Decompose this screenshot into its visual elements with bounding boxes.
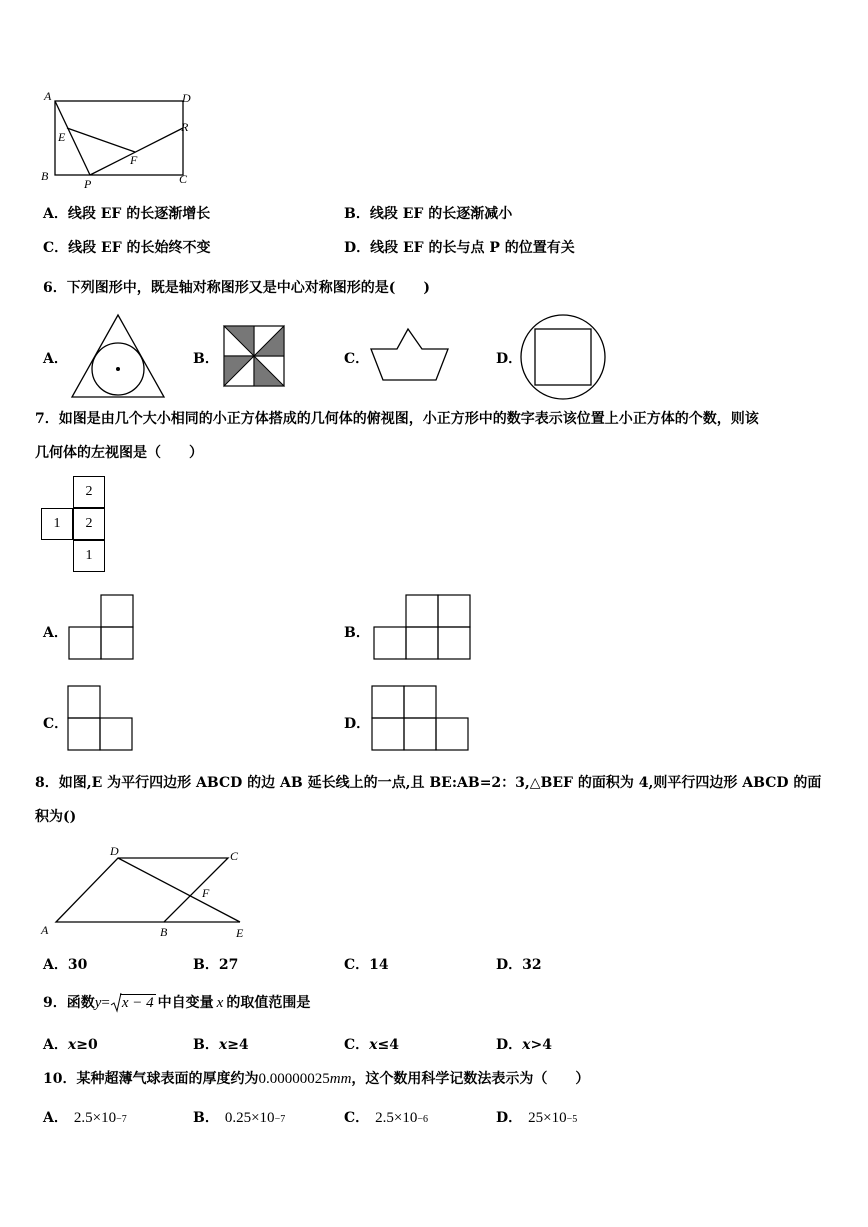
q9-radical <box>110 996 156 1011</box>
q9-stem-suffix-2: 的取值范围是 <box>226 995 311 1011</box>
q8-parallelogram-figure <box>38 840 258 942</box>
q5-rectangle-svg <box>38 86 198 192</box>
q6-option-c-letter: C． <box>344 351 370 367</box>
left-view-d-icon <box>371 685 469 751</box>
option-value: 32 <box>522 957 542 973</box>
label-f: F <box>202 886 210 900</box>
q10-option-a <box>43 1111 127 1126</box>
option-letter: A． <box>43 206 68 222</box>
segment-pr <box>90 128 183 175</box>
q6-figure-c <box>370 326 450 386</box>
option-text: 线段 EF 的长逐渐增长 <box>67 206 211 222</box>
label-a: A <box>44 89 52 103</box>
boat-icon <box>370 326 450 382</box>
option-letter: D． <box>496 957 523 973</box>
option-value: 14 <box>369 957 389 973</box>
sqrt-icon <box>110 993 122 1013</box>
q9-option-c <box>344 1038 399 1052</box>
option-letter: B． <box>193 1110 219 1126</box>
q10-stem-suffix: ，这个数用科学记数法表示为（ ） <box>351 1071 590 1087</box>
option-var: x <box>522 1037 531 1053</box>
q10-stem <box>43 1072 589 1087</box>
q5-option-b <box>344 207 512 221</box>
option-exponent: −7 <box>116 1114 127 1125</box>
left-view-a-icon <box>68 594 134 660</box>
q9-func-eq: = <box>101 995 110 1011</box>
left-view-b-icon <box>373 594 471 660</box>
option-rel: ≥4 <box>227 1037 249 1053</box>
q6-figure-a <box>70 314 166 404</box>
q6-option-a-letter: A． <box>43 351 68 367</box>
option-var: x <box>369 1037 378 1053</box>
q10-option-c <box>344 1111 428 1126</box>
grid-cell-center: 2 <box>73 508 105 540</box>
option-text: 线段 EF 的长与点 P 的位置有关 <box>370 240 575 256</box>
label-e: E <box>58 130 66 144</box>
label-f: F <box>130 153 138 167</box>
q6-option-d-letter: D． <box>496 351 523 367</box>
segment-de <box>118 858 240 922</box>
label-c: C <box>230 849 239 863</box>
option-rel: ≥0 <box>76 1037 98 1053</box>
q9-option-a <box>43 1038 98 1052</box>
q7-top-view-grid <box>41 476 107 574</box>
q6-option-b-letter: B． <box>193 351 219 367</box>
q7-stem-line2: 几何体的左视图是（ ） <box>35 445 203 461</box>
option-value: 27 <box>218 957 239 973</box>
q8-option-d <box>496 958 542 972</box>
option-letter: C． <box>43 240 69 256</box>
option-rel: >4 <box>530 1037 552 1053</box>
option-letter: C． <box>344 1110 370 1126</box>
label-e: E <box>236 926 244 940</box>
q8-stem-line1: 8．如图,E 为平行四边形 ABCD 的边 AB 延长线上的一点,且 BE:AB=2：3,△BEF 的面积为 4,则平行四边形 ABCD 的面 <box>35 775 822 791</box>
option-exponent: −5 <box>566 1114 578 1125</box>
triangle-circle-icon <box>70 314 166 400</box>
option-mantissa: 2.5×10 <box>375 1110 418 1126</box>
q7-stem-line1: 7．如图是由几个大小相同的小正方体搭成的几何体的俯视图，小正方形中的数字表示该位置上小正方体的个数，则该 <box>35 411 759 427</box>
label-a: A <box>41 923 49 937</box>
q5-option-d <box>344 241 575 255</box>
option-letter: D． <box>496 1110 523 1126</box>
q9-stem <box>43 996 310 1011</box>
option-text: 线段 EF 的长始终不变 <box>68 240 211 256</box>
option-exponent: −7 <box>274 1114 286 1125</box>
q7-figure-a <box>68 594 134 664</box>
option-letter: A． <box>43 1037 68 1053</box>
option-letter: D． <box>344 240 371 256</box>
grid-cell-top: 2 <box>73 476 105 508</box>
q8-parallelogram-svg <box>38 840 258 942</box>
q9-stem-prefix: 9．函数 <box>43 995 95 1011</box>
option-exponent: −6 <box>417 1114 429 1125</box>
label-d: D <box>110 844 119 858</box>
q9-var-x: x <box>216 995 224 1011</box>
label-c: C <box>179 172 188 186</box>
q7-option-c-letter: C． <box>43 716 69 732</box>
option-letter: A． <box>43 957 68 973</box>
label-p: P <box>84 177 92 191</box>
option-letter: A． <box>43 1110 68 1126</box>
option-rel: ≤4 <box>377 1037 399 1053</box>
left-view-c-icon <box>67 685 133 751</box>
q10-option-b <box>193 1111 285 1126</box>
q7-option-d-letter: D． <box>344 716 371 732</box>
q5-option-a <box>43 207 210 221</box>
option-mantissa: 0.25×10 <box>224 1110 275 1126</box>
option-var: x <box>67 1037 77 1053</box>
label-r: R <box>181 120 189 134</box>
label-d: D <box>182 91 191 105</box>
q6-figure-d <box>520 314 606 404</box>
q8-option-b <box>193 958 238 972</box>
q9-stem-suffix-1: 中自变量 <box>157 995 214 1011</box>
option-letter: D． <box>496 1037 523 1053</box>
q8-option-a <box>43 958 87 972</box>
option-text: 线段 EF 的长逐渐减小 <box>369 206 513 222</box>
q10-stem-prefix: 10．某种超薄气球表面的厚度约为 <box>43 1071 259 1087</box>
option-letter: B． <box>193 957 219 973</box>
q8-option-c <box>344 958 389 972</box>
option-letter: C． <box>344 957 370 973</box>
label-b: B <box>41 169 49 183</box>
q7-figure-d <box>371 685 469 755</box>
q5-rectangle-figure <box>38 86 198 192</box>
q9-radicand: x − 4 <box>121 995 154 1011</box>
option-letter: B． <box>344 206 370 222</box>
option-letter: B． <box>193 1037 219 1053</box>
option-var: x <box>218 1037 228 1053</box>
q7-figure-c <box>67 685 133 755</box>
q10-value: 0.00000025 <box>258 1071 330 1087</box>
q7-option-a-letter: A． <box>43 625 68 641</box>
q8-stem-line2: 积为() <box>35 809 77 825</box>
circle-square-icon <box>520 314 606 400</box>
q5-option-c <box>43 241 211 255</box>
q10-option-d <box>496 1111 577 1126</box>
option-value: 30 <box>67 957 88 973</box>
q7-option-b-letter: B． <box>344 625 370 641</box>
q9-func-y: y <box>94 995 102 1011</box>
option-mantissa: 2.5×10 <box>73 1110 117 1126</box>
grid-cell-left: 1 <box>41 508 73 540</box>
q10-unit: mm <box>329 1071 352 1087</box>
label-b: B <box>160 925 168 939</box>
option-mantissa: 25×10 <box>528 1110 567 1126</box>
q9-option-b <box>193 1038 249 1052</box>
q7-figure-b <box>373 594 471 664</box>
q9-option-d <box>496 1038 552 1052</box>
option-letter: C． <box>344 1037 370 1053</box>
q6-figure-b <box>223 325 285 391</box>
pinwheel-icon <box>223 325 285 387</box>
grid-cell-bottom: 1 <box>73 540 105 572</box>
q6-stem: 6．下列图形中，既是轴对称图形又是中心对称图形的是( ) <box>43 280 430 296</box>
